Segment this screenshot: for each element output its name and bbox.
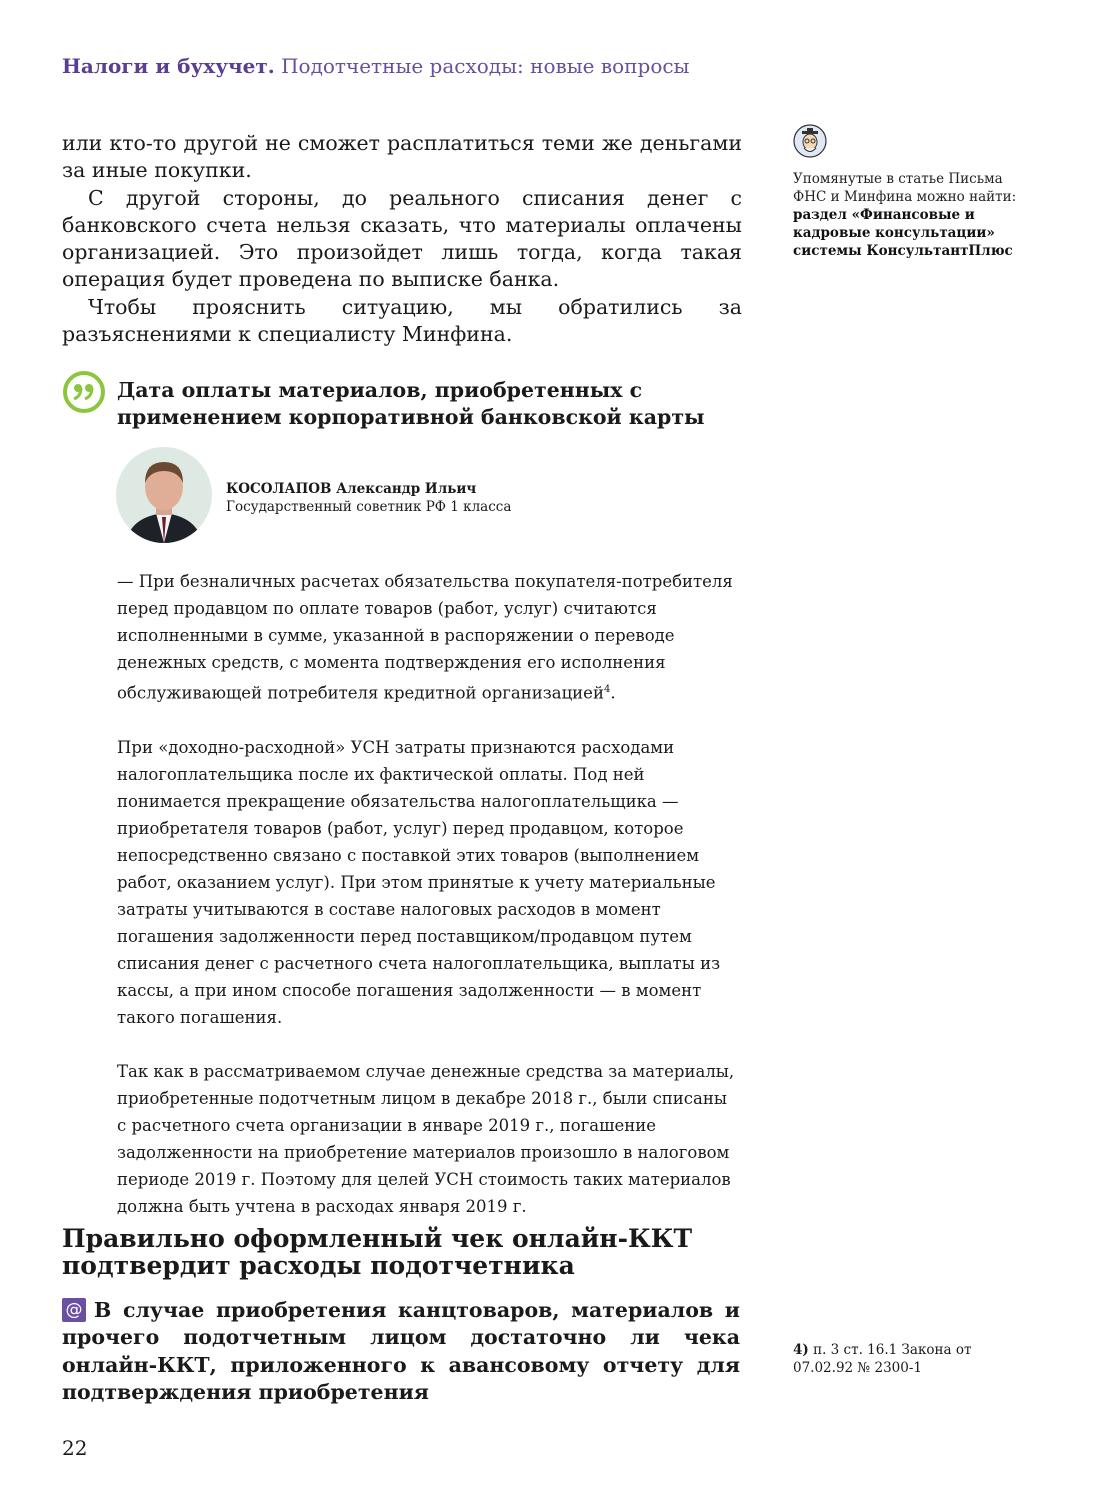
header-section: Налоги и бухучет.: [62, 54, 275, 78]
footnote-ref: 4: [603, 684, 611, 695]
quote-marks-icon: [62, 370, 106, 414]
intro-paragraph-1: или кто-то другой не сможет расплатиться теми же деньгами за иные покупки.: [62, 131, 742, 183]
answer-paragraph-2: При «доходно-расходной» УСН затраты признаются расходами налогоплательщика после их фактической оплаты. Под ней понимается прекращение обязательства налогоплательщика — приобретателя товаров (работ, услуг) перед продавцом, которое непосредственно связано с поставкой этих товаров (выполнением работ, оказанием услуг). При этом принятые к учету материальные затраты учитываются в составе налоговых расходов в момент погашения задолженности перед поставщиком/продавцом путем списания денег с расчетного счета налогоплательщика, выплаты из кассы, а при ином способе погашения задолженности — в момент такого погашения.: [117, 737, 721, 1027]
sidebar-text: Упомянутые в статье Письма ФНС и Минфина можно найти:: [793, 171, 1017, 205]
question-block: [62, 1297, 740, 1406]
page-number: 22: [62, 1436, 88, 1460]
answer-p1-text: — При безналичных расчетах обязательства покупателя-потребителя перед продавцом по оплате товаров (работ, услуг) считаются исполненными в сумме, указанной в распоряжении о переводе денежных средств, с момента подтверждения его исполнения обслуживающей потребителя кредитной организацией: [117, 572, 733, 703]
quote-title: Дата оплаты материалов, приобретенных с применением корпоративной банковской карты: [117, 378, 705, 429]
footnote-text: п. 3 ст. 16.1 Закона от 07.02.92 № 2300-1: [793, 1342, 972, 1376]
header-title: Подотчетные расходы: новые вопросы: [281, 54, 690, 78]
section-title: Правильно оформленный чек онлайн-ККТ подтвердит расходы подотчетника: [62, 1224, 693, 1280]
answer-p1-end: .: [610, 683, 616, 703]
sidebar-source: раздел «Финансовые и кадровые консультации» системы КонсультантПлюс: [793, 207, 1013, 259]
at-sign-icon: @: [62, 1298, 86, 1322]
sidebar-note: [793, 124, 1033, 260]
expert-photo: [116, 447, 212, 543]
footnote-number: 4): [793, 1342, 809, 1358]
professor-icon: [793, 124, 827, 158]
question-text: В случае приобретения канцтоваров, материалов и прочего подотчетным лицом достаточно ли чека онлайн-ККТ, приложенного к авансовому отчету для подтверждения приобретения: [62, 1298, 740, 1404]
intro-paragraph-2: С другой стороны, до реального списания денег с банковского счета нельзя сказать, что материалы оплачены организацией. Это произойдет лишь тогда, когда такая операция будет проведена по выписке банка.: [62, 185, 742, 292]
expert-name: КОСОЛАПОВ Александр Ильич: [226, 481, 477, 497]
expert-position: Государственный советник РФ 1 класса: [226, 499, 512, 515]
footnote: [793, 1341, 1033, 1377]
answer-paragraph-3: Так как в рассматриваемом случае денежные средства за материалы, приобретенные подотчетным лицом в декабре 2018 г., были списаны с расчетного счета организации в январе 2019 г., погашение задолженности на приобретение материалов произошло в налоговом периоде 2019 г. Поэтому для целей УСН стоимость таких материалов должна быть учтена в расходах января 2019 г.: [117, 1061, 735, 1216]
expert-answer: [117, 568, 737, 1247]
intro-paragraph-3: Чтобы прояснить ситуацию, мы обратились за разъяснениями к специалисту Минфина.: [62, 294, 742, 347]
running-header: [62, 54, 689, 78]
intro-text: [62, 130, 742, 348]
answer-paragraph-1: [117, 568, 737, 707]
